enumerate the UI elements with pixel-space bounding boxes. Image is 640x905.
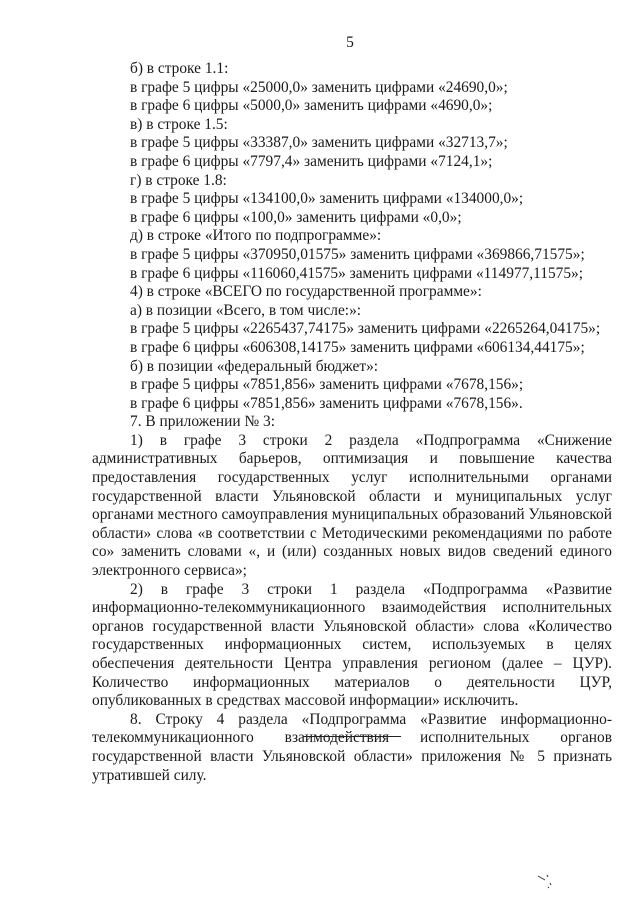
text-line: в графе 5 цифры «370950,01575» заменить цифрами «369866,71575»; — [130, 245, 585, 263]
text-line: д) в строке «Итого по подпрограмме»: — [130, 227, 382, 245]
text-line: в графе 6 цифры «7851,856» заменить цифрами «7678,156». — [130, 394, 523, 412]
text-line: а) в позиции «Всего, в том числе:»: — [130, 301, 362, 319]
scan-artifact-mark — [536, 872, 560, 890]
page-number: 5 — [346, 34, 354, 51]
paragraph: 8. Строку 4 раздела «Подпрограмма «Развитие информационно-телекоммуникационного взаимодействия исполнительных органов государственной власти Ульяновской области» приложения № 5 признать утратившей силу. — [92, 710, 612, 784]
text-line: г) в строке 1.8: — [130, 171, 227, 189]
text-line: б) в позиции «федеральный бюджет»: — [130, 357, 379, 375]
text-line: в графе 5 цифры «2265437,74175» заменить цифрами «2265264,04175»; — [130, 320, 601, 338]
text-line: 7. В приложении № 3: — [130, 413, 275, 431]
paragraph: 2) в графе 3 строки 1 раздела «Подпрограмма «Развитие информационно-телекоммуникационного взаимодействия исполнительных органов государственной власти Ульяновской области» слова «Количество государственных информационных систем, используемых в целях обеспечения деятельности Центра управления регионом (далее – ЦУР). Количество информационных материалов о деятельности ЦУР, опубликованных в средствах массовой информации» исключить. — [92, 580, 612, 710]
text-line: в графе 5 цифры «25000,0» заменить цифрами «24690,0»; — [130, 78, 508, 96]
text-line: в графе 5 цифры «33387,0» заменить цифрами «32713,7»; — [130, 134, 508, 152]
text-line: б) в строке 1.1: — [130, 60, 229, 77]
text-line: в графе 6 цифры «5000,0» заменить цифрами «4690,0»; — [130, 97, 493, 115]
text-line: в графе 6 цифры «100,0» заменить цифрами «0,0»; — [130, 208, 462, 226]
closing-rule — [303, 736, 401, 737]
text-line: в) в строке 1.5: — [130, 115, 228, 133]
text-line: 4) в строке «ВСЕГО по государственной программе»: — [130, 283, 482, 301]
text-line: в графе 5 цифры «134100,0» заменить цифрами «134000,0»; — [130, 190, 524, 208]
text-line: в графе 5 цифры «7851,856» заменить цифрами «7678,156»; — [130, 376, 524, 394]
text-line: в графе 6 цифры «606308,14175» заменить цифрами «606134,44175»; — [130, 338, 585, 356]
text-line: в графе 6 цифры «116060,41575» заменить цифрами «114977,11575»; — [130, 264, 584, 282]
text-line: в графе 6 цифры «7797,4» заменить цифрами «7124,1»; — [130, 152, 493, 170]
paragraph: 1) в графе 3 строки 2 раздела «Подпрограмма «Снижение административных барьеров, оптимизация и повышение качества предоставления государственных услуг исполнительными органами государственной власти Ульяновской области и муниципальных услуг органами местного самоуправления муниципальных образований Ульяновской области» слова «в соответствии с Методическими рекомендациями по работе со» заменить словами «, и (или) созданных новых видов сведений единого электронного сервиса»; — [92, 431, 612, 580]
document-body — [92, 60, 612, 785]
